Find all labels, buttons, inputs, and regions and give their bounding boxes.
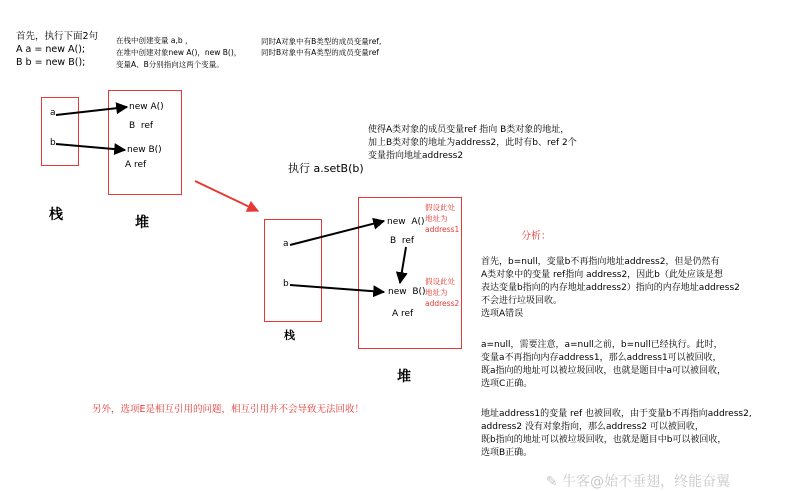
intro-line-3: B b = new B(); xyxy=(16,57,86,68)
note1-line-2: 在堆中创建对象new A()，new B()， xyxy=(116,48,242,57)
analysis-p2-line-3: 既a指向的地址可以被垃圾回收，也就是题目中a可以被回收， xyxy=(481,366,727,376)
stack2-label: 栈 xyxy=(284,329,295,342)
note1-line-1: 在栈中创建变量 a,b ， xyxy=(116,36,193,45)
note3-line-1: 使得A类对象的成员变量ref 指向 B类对象的地址， xyxy=(368,125,570,135)
note3-line-2: 加上B类对象的地址为address2，此时有b、ref 2个 xyxy=(368,138,577,148)
address1-line-1: 假设此处 xyxy=(425,203,455,212)
analysis-p1-line-4: 不会进行垃圾回收。 xyxy=(481,296,563,306)
address1-line-2: 地址为 xyxy=(425,214,448,223)
analysis-p3-line-4: 选项B正确。 xyxy=(481,448,533,458)
analysis-p3-line-3: 既b指向的地址可以被垃圾回收，也就是题目中b可以被回收， xyxy=(481,435,727,445)
stack-box-2 xyxy=(264,219,322,322)
transition-arrow xyxy=(195,181,258,211)
footer-note: 另外，选项E是相互引用的问题，相互引用并不会导致无法回收！ xyxy=(92,404,365,415)
watermark-text: 牛客@始不垂翅，终能奋翼 xyxy=(562,474,731,490)
note3-line-3: 变量指向地址address2 xyxy=(368,151,464,161)
analysis-p1-line-2: A类对象中的变量 ref指向 address2，因此b（此处应该是想 xyxy=(481,270,723,280)
address2-line-1: 假设此处 xyxy=(425,277,455,286)
stack2-var-b: b xyxy=(283,279,289,289)
stack1-label: 栈 xyxy=(49,207,63,223)
heap2-new-a: new A() xyxy=(387,217,425,227)
note1-line-3: 变量A、B分别指向这两个变量。 xyxy=(116,60,224,69)
heap2-a-ref: A ref xyxy=(392,309,414,319)
stack1-var-b: b xyxy=(50,138,56,148)
analysis-title: 分析： xyxy=(521,231,551,242)
exec-label: 执行 a.setB(b) xyxy=(288,162,364,175)
watermark xyxy=(537,455,730,491)
heap1-a-ref: A ref xyxy=(125,160,147,170)
heap1-label: 堆 xyxy=(135,215,149,231)
heap2-label: 堆 xyxy=(397,369,411,385)
intro-line-1: 首先，执行下面2句 xyxy=(16,31,99,42)
address2-line-2: 地址为 xyxy=(425,288,448,297)
intro-line-2: A a = new A(); xyxy=(16,44,86,55)
stack1-var-a: a xyxy=(50,108,56,118)
stack2-var-a: a xyxy=(283,239,289,249)
note2-line-2: 同时B对象中有A类型的成员变量ref xyxy=(261,48,379,57)
heap1-new-a: new A() xyxy=(129,102,164,112)
analysis-p1-line-3: 表达变量b指向的内存地址address2）指向的内存地址address2 xyxy=(481,283,740,293)
heap1-b-ref: B ref xyxy=(129,121,154,131)
watermark-icon: ✎ xyxy=(545,474,563,490)
analysis-p3-line-1: 地址address1的变量 ref 也被回收，由于变量b不再指向address2, xyxy=(481,409,752,419)
note2-line-1: 同时A对象中有B类型的成员变量ref, xyxy=(261,37,382,46)
heap2-b-ref: B ref xyxy=(390,236,415,246)
analysis-p2-line-2: 变量a不再指向内存address1，那么address1可以被回收， xyxy=(481,353,722,363)
address1-line-3: address1 xyxy=(425,225,460,234)
analysis-p3-line-2: address2 没有对象指向，那么address2 可以被回收， xyxy=(481,422,704,432)
analysis-p1-line-1: 首先，b=null，变量b不再指向地址address2，但是仍然有 xyxy=(481,257,720,267)
analysis-p2-line-4: 选项C正确。 xyxy=(481,379,533,389)
heap2-new-b: new B() xyxy=(388,287,426,297)
analysis-p1-line-5: 选项A错误 xyxy=(481,309,524,319)
stack-box-1 xyxy=(41,97,79,166)
address2-line-3: address2 xyxy=(425,299,460,308)
analysis-p2-line-1: a=null，需要注意，a=null之前，b=null已经执行。此时， xyxy=(481,340,723,350)
heap1-new-b: new B() xyxy=(127,145,162,155)
